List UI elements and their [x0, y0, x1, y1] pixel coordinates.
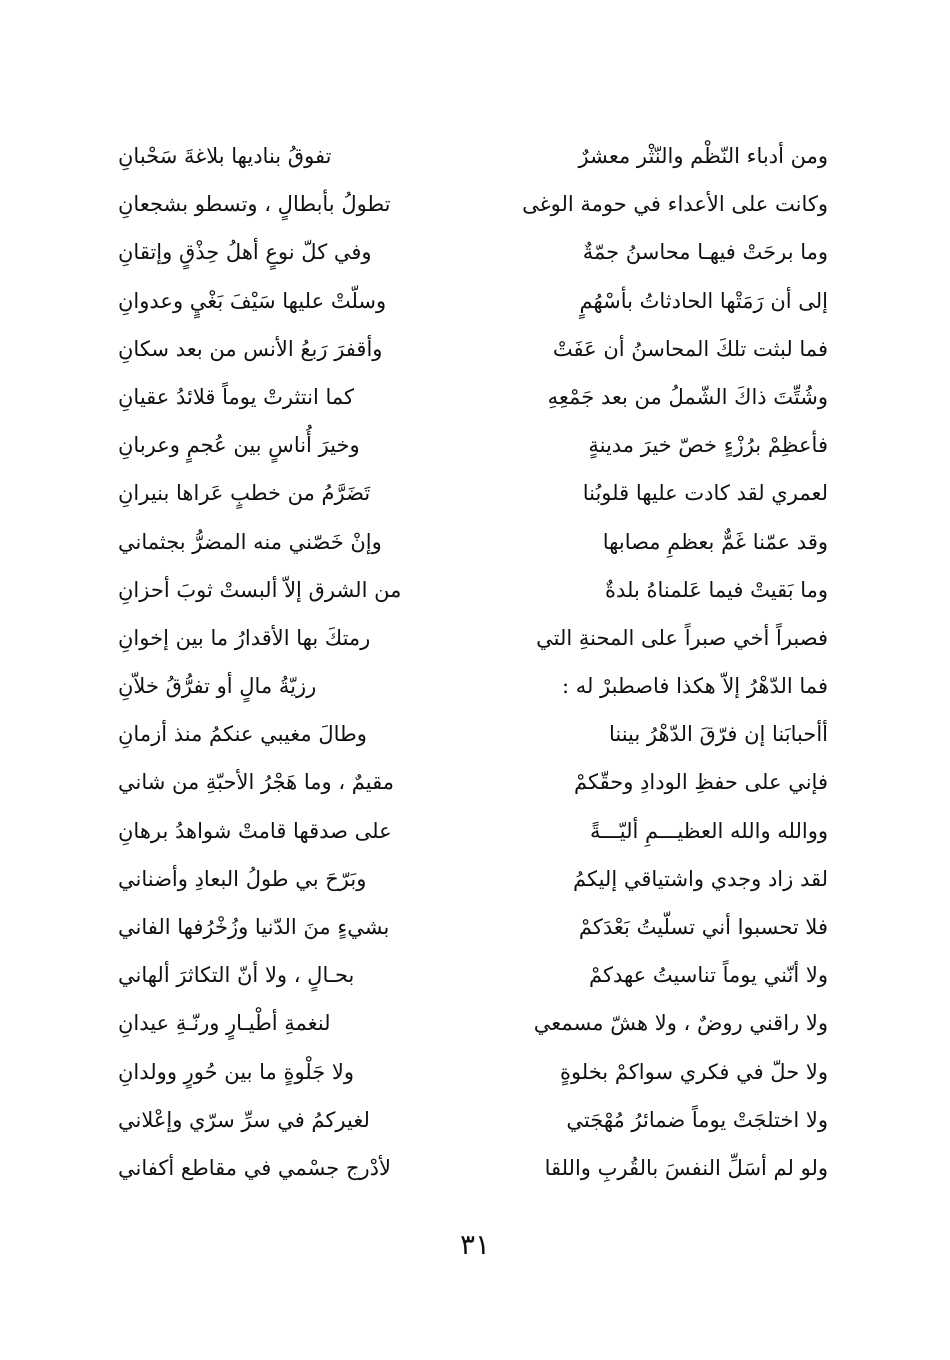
verse-second-hemistich: تفوقُ بناديها بلاغةَ سَحْبانِ [118, 144, 332, 168]
verse-second-hemistich: بحـالٍ ، ولا أنّ التكاثرَ ألهاني [118, 963, 355, 988]
verse [118, 518, 828, 566]
verse [118, 1096, 828, 1144]
verse-second-hemistich: لنغمةِ أطْيـارٍ ورنّـةِ عيدانِ [118, 1011, 331, 1036]
verse-first-hemistich: فإني على حفظِ الودادِ وحقّكمْ [574, 770, 828, 795]
verse-first-hemistich: فصبراً أخي صبراً على المحنةِ التي [536, 625, 828, 650]
verse-first-hemistich: ولو لم أسَلِّ النفسَ بالقُربِ واللقا [544, 1155, 828, 1180]
verse [118, 228, 828, 276]
verse-second-hemistich: ولا جَلْوةٍ ما بين حُورٍ وولدانِ [118, 1059, 355, 1084]
verse-first-hemistich: فأعظِمْ برُزْءٍ خصّ خيرَ مدينةٍ [588, 433, 828, 458]
verse [118, 999, 828, 1047]
verse-first-hemistich: فما لبثت تلكَ المحاسنُ أن عَفَتْ [552, 336, 828, 361]
verse-second-hemistich: رزيّةُ مالٍ أو تفرُّقُ خلاّنِ [118, 674, 317, 699]
verse [118, 710, 828, 758]
verse-first-hemistich: ولا حلّ في فكري سواكمْ بخلوةٍ [559, 1059, 828, 1084]
verse-first-hemistich: أأحبابَنا إن فرّقَ الدّهْرُ بيننا [608, 722, 828, 747]
verse [118, 566, 828, 614]
verse [118, 469, 828, 517]
verse-first-hemistich: وما برحَتْ فيهـا محاسنُ جمّةٌ [582, 240, 828, 265]
verse-second-hemistich: وأقفرَ رَبعُ الأنس من بعد سكانِ [118, 336, 383, 361]
verse-second-hemistich: كما انتثرتْ يوماً قلائدُ عقيانِ [118, 384, 355, 409]
verse-second-hemistich: لغيركمُ في سرِّ سرّي وإعْلاني [118, 1107, 370, 1132]
verse [118, 325, 828, 373]
verse-first-hemistich: لعمري لقد كادت عليها قلوبُنا [582, 481, 828, 506]
poem [118, 132, 828, 1192]
verse-first-hemistich: لقد زاد وجدي واشتياقي إليكمُ [573, 866, 828, 891]
verse-first-hemistich: ومن أدباء النّظْم والنّثْر معشرٌ [578, 144, 828, 168]
verse-second-hemistich: بشيءٍ منَ الدّنيا وزُخْرُفها الفاني [118, 915, 390, 939]
verse [118, 614, 828, 662]
verse-second-hemistich: من الشرق إلاّ ألبستْ ثوبَ أحزانِ [118, 577, 402, 602]
verse-first-hemistich: وكانت على الأعداء في حومة الوغى [522, 192, 828, 217]
verse-first-hemistich: وما بَقيتْ فيما عَلمناهُ بلدةٌ [604, 577, 828, 602]
verse [118, 277, 828, 325]
verse-second-hemistich: وإنْ خَصّني منه المضرُّ بجثماني [118, 529, 382, 554]
page-number: ٣١ [459, 1228, 491, 1261]
verse-second-hemistich: تطولُ بأبطالٍ ، وتسطو بشجعانِ [118, 192, 391, 217]
verse-first-hemistich: إلى أن رَمَتْها الحادثاتُ بأسْهُمٍ [579, 288, 828, 313]
verse [118, 373, 828, 421]
verse [118, 807, 828, 855]
verse [118, 855, 828, 903]
verse-first-hemistich: فما الدّهْرُ إلاّ هكذا فاصطبرْ له : [561, 674, 828, 699]
verse-second-hemistich: وفي كلّ نوعٍ أهلُ حِذْقٍ وإتقانِ [118, 240, 372, 265]
verse [118, 421, 828, 469]
verse-first-hemistich: وقد عمّنا غَمٌّ بعظمِ مصابها [602, 529, 828, 554]
verse [118, 662, 828, 710]
verse [118, 132, 828, 180]
verse [118, 180, 828, 228]
verse [118, 951, 828, 999]
verse-second-hemistich: وطالَ مغيبي عنكمُ منذ أزمانِ [118, 722, 367, 747]
verse-first-hemistich: ولا أنّني يوماً تناسيتُ عهدكمْ [588, 963, 828, 988]
verse-first-hemistich: فلا تحسبوا أني تسلّيتُ بَعْدَكمْ [578, 915, 828, 939]
verse-second-hemistich: تَضَرَّمُ من خطبٍ عَراها بنيرانِ [118, 481, 371, 506]
verse-first-hemistich: ولا اختلجَتْ يوماً ضمائرُ مُهْجَتي [566, 1107, 828, 1132]
verse-first-hemistich: ووالله والله العظيـــمِ أليّـــةً [590, 818, 828, 843]
verse-second-hemistich: على صدقها قامتْ شواهدُ برهانِ [118, 818, 392, 843]
verse-second-hemistich: رمتكَ بها الأقدارُ ما بين إخوانِ [118, 625, 371, 650]
verse [118, 1048, 828, 1096]
verse-first-hemistich: وشُتِّتَ ذاكَ الشّملُ من بعد جَمْعِهِ [547, 384, 828, 409]
verse-second-hemistich: وسلّتْ عليها سَيْفَ بَغْيٍ وعدوانِ [118, 288, 387, 313]
verse-second-hemistich: مقيمٌ ، وما هَجْرُ الأحبّةِ من شاني [118, 770, 394, 795]
verse-second-hemistich: وخيرَ أُناسٍ بين عُجمٍ وعربانِ [118, 433, 360, 458]
verse [118, 903, 828, 951]
verse-second-hemistich: وبَرّحَ بي طولُ البعادِ وأضناني [118, 866, 367, 891]
verse-second-hemistich: لأدْرج جسْمي في مقاطع أكفاني [118, 1155, 391, 1180]
verse [118, 1144, 828, 1192]
verse-first-hemistich: ولا راقني روضٌ ، ولا هشّ مسمعي [533, 1011, 828, 1036]
verse [118, 758, 828, 806]
